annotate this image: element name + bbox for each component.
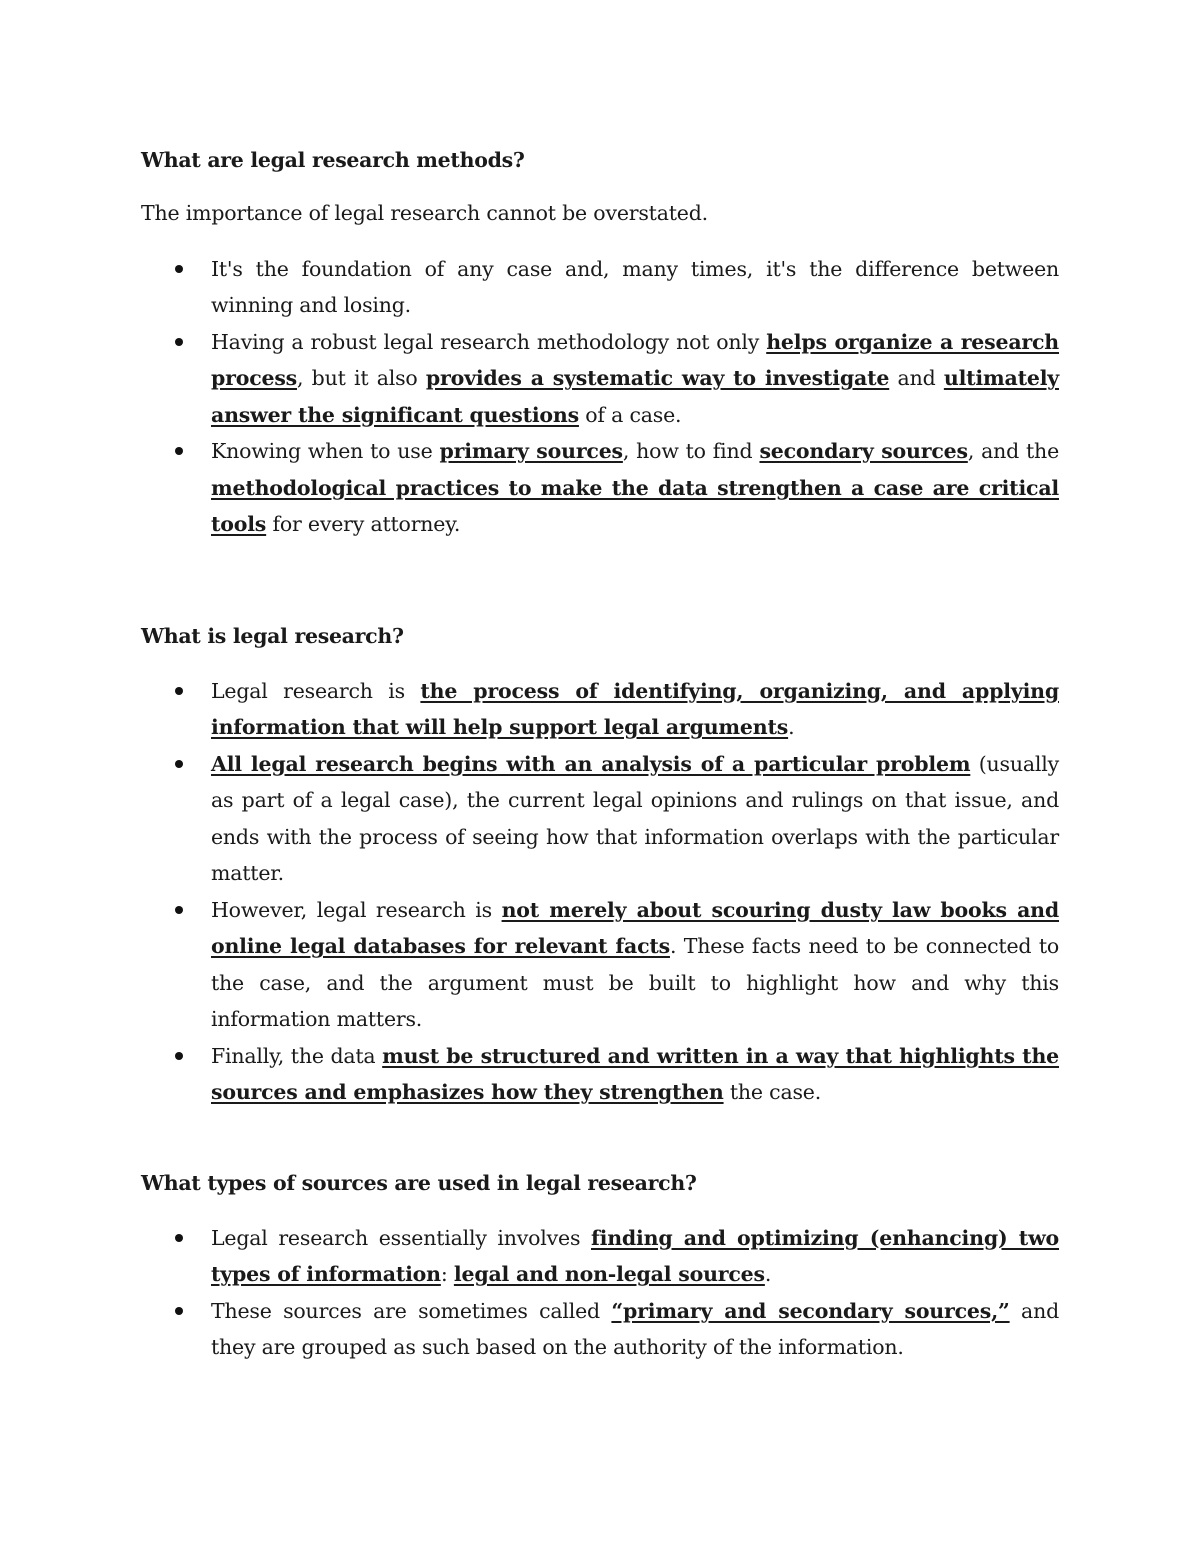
emphasized-text: finding and optimizing (enhancing) two types of information [211, 1225, 1059, 1286]
bullet-list [141, 251, 1059, 543]
emphasized-text: All legal research begins with an analysis of a particular problem [211, 751, 971, 776]
body-text: Having a robust legal research methodology not only [211, 329, 767, 354]
document-section [141, 618, 1059, 1111]
body-text: . These facts need to be connected to the case, and the argument must be built to highlight how and why this information matters. [211, 934, 1060, 1031]
emphasized-text: helps organize a research process [211, 329, 1060, 390]
body-text: . [788, 715, 795, 739]
document-section [141, 142, 1059, 543]
body-text: However, legal research is [211, 897, 502, 922]
emphasized-text: methodological practices to make the data strengthen a case are critical tools [211, 475, 1059, 536]
body-text: These sources are sometimes called [211, 1298, 612, 1323]
section-heading: What types of sources are used in legal research? [141, 1170, 697, 1195]
bullet-item [141, 433, 1059, 543]
emphasized-text: must be structured and written in a way that highlights the sources and emphasizes how they strengthen [211, 1043, 1059, 1104]
body-text: and [889, 366, 944, 390]
bullet-list [141, 1220, 1059, 1366]
emphasized-text: ultimately answer the significant questions [211, 366, 1059, 427]
document-page [141, 142, 1059, 1366]
body-text: (usually as part of a legal case), the current legal opinions and rulings on that issue, and ends with the process of seeing how that information overlaps with the particular matter. [211, 751, 1059, 885]
document-section [141, 1165, 1059, 1366]
body-text: Finally, the data [211, 1043, 383, 1068]
bullet-item [141, 1293, 1059, 1366]
bullet-item [141, 746, 1059, 892]
bullet-item [141, 892, 1059, 1038]
bullet-list [141, 673, 1059, 1111]
bullet-item [141, 1038, 1059, 1111]
body-text: Knowing when to use [211, 439, 440, 463]
body-text: and they are grouped as such based on the authority of the information. [211, 1298, 1059, 1359]
body-text: , but it also [297, 366, 426, 390]
emphasized-text: the process of identifying, organizing, and applying information that will help support legal arguments [211, 678, 1059, 739]
emphasized-text: “primary and secondary sources,” [611, 1298, 1010, 1323]
body-text: Legal research essentially involves [211, 1225, 591, 1250]
bullet-item [141, 1220, 1059, 1293]
emphasized-text: not merely about scouring dusty law books and online legal databases for relevant facts [211, 897, 1060, 958]
body-text: , and the [967, 439, 1059, 463]
body-text: Legal research is [211, 678, 421, 703]
bullet-item [141, 324, 1059, 434]
emphasized-text: primary sources [439, 439, 623, 463]
body-text: : [440, 1262, 454, 1286]
section-heading: What are legal research methods? [141, 148, 525, 172]
emphasized-text: secondary sources [759, 439, 968, 463]
body-text: of a case. [578, 402, 682, 427]
bullet-item [141, 673, 1059, 746]
bullet-item [141, 251, 1059, 324]
body-text: for every attorney. [266, 512, 461, 536]
body-text: It's the foundation of any case and, many times, it's the difference between winning and losing. [211, 256, 1059, 317]
section-intro: The importance of legal research cannot be overstated. [141, 201, 708, 225]
body-text: , how to find [622, 439, 760, 463]
emphasized-text: legal and non-legal sources [453, 1262, 765, 1286]
body-text: the case. [723, 1080, 822, 1104]
body-text: . [764, 1262, 772, 1286]
emphasized-text: provides a systematic way to investigate [425, 366, 890, 390]
section-heading: What is legal research? [141, 623, 404, 648]
